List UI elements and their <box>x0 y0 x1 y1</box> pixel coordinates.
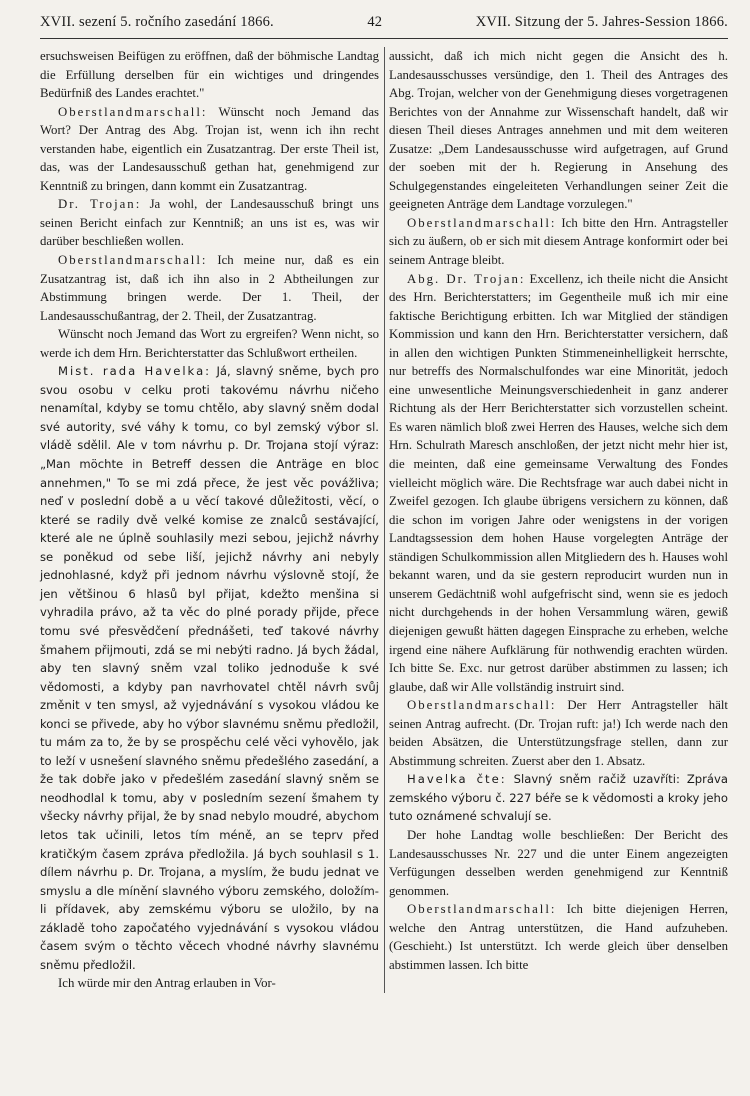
speaker-name: Havelka čte: <box>407 772 507 787</box>
text-paragraph <box>40 974 379 993</box>
page-header <box>40 14 728 39</box>
text-paragraph <box>40 47 379 103</box>
speech-paragraph <box>40 362 379 974</box>
speaker-name: Oberstlandmarschall: <box>58 104 208 119</box>
paragraph-text: Slavný sněm račiž uzavříti: Zpráva zemského výboru č. 227 béře se k vědomosti a kroky jeho tuto oznámené schvalují se. <box>389 772 729 824</box>
speaker-name: Oberstlandmarschall: <box>407 215 557 230</box>
paragraph-text: ersuchsweisen Beifügen zu eröffnen, daß der böhmische Landtag die Erfüllung derselben für ein wichtiges und dringendes Bedürfniß des Landes erachtet." <box>40 49 379 101</box>
speaker-name: Mist. rada Havelka: <box>58 364 212 379</box>
speaker-name: Oberstlandmarschall: <box>58 253 208 268</box>
paragraph-text: aussicht, daß ich mich nicht gegen die Ansicht des h. Landesausschusses versündige, den 1. Theil des Antrages des Abg. Trojan, welcher von der Genehmigung dieses vorgetragenen Berichtes von der Annahme zur Wissenschaft handelt, daß wir diesen Theil dieses Antrages annehmen und mit dem weiteren Zusatze: „Dem Landesausschusse wird aufgetragen, auf Grund der soeben mit der h. Regierung in Ansehung des Schulgegenstandes eingeleiteten Verhandlungen seiner Zeit die geeigneten Anträge dem Landtage vorzulegen." <box>389 49 728 212</box>
speech-paragraph <box>389 214 728 270</box>
paragraph-text: Ja wohl, der Landesausschuß bringt uns seinen Bericht einfach zur Kenntniß; an uns ist es, was wir darüber beschließen wollen. <box>40 197 379 249</box>
speech-paragraph <box>389 900 728 974</box>
right-column <box>389 47 728 993</box>
page-number: 42 <box>367 14 383 30</box>
text-paragraph <box>40 325 379 362</box>
paragraph-text: Ich bitte diejenigen Herren, welche den Antrag unterstützen, die Hand aufzuheben. (Geschieht.) Ist unterstützt. Ich werde gleich über denselben abstimmen lassen. Ich bitte <box>389 902 728 972</box>
speaker-name: Abg. Dr. Trojan: <box>407 271 526 286</box>
paragraph-text: Wünscht noch Jemand das Wort? Der Antrag des Abg. Trojan ist, wenn ich ihn recht verstanden habe, eigentlich ein Zusatzantrag. Der erste Theil ist, das, was der Landesausschuß gethan hat, genehmigend zur Kenntniß zu bringen, dann kommt ein Zusatzantrag. <box>40 104 379 193</box>
speech-paragraph <box>389 696 728 770</box>
paragraph-text: Wünscht noch Jemand das Wort zu ergreifen? Wenn nicht, so werde ich dem Hrn. Berichterstatter das Schlußwort ertheilen. <box>40 327 379 360</box>
paragraph-text: Der Herr Antragsteller hält seinen Antrag aufrecht. (Dr. Trojan ruft: ja!) Ich werde nach den beiden Absätzen, die Unterstützungsfrage stellen, dann zur Abstimmung schreiten. Zuerst aber den 1. Absatz. <box>389 698 728 768</box>
header-right: XVII. Sitzung der 5. Jahres-Session 1866. <box>475 14 728 30</box>
paragraph-text: Ich würde mir den Antrag erlauben in Vor- <box>58 976 276 991</box>
header-left: XVII. sezení 5. ročního zasedání 1866. <box>40 14 274 30</box>
paragraph-text: Ich meine nur, daß es ein Zusatzantrag ist, daß ich ihn also in 2 Abtheilungen zur Abstimmung bringen werde. Der 1. Theil, der Landesausschußantrag, der 2. Theil, der Zusatzantrag. <box>40 253 379 323</box>
speech-paragraph <box>40 195 379 251</box>
speech-paragraph <box>389 270 728 697</box>
left-column <box>40 47 379 993</box>
column-divider <box>384 47 385 993</box>
text-columns <box>40 47 728 993</box>
paragraph-text: Ich bitte den Hrn. Antragsteller sich zu äußern, ob er sich mit diesem Antrage konformirt oder bei seinem Antrage bleibt. <box>389 215 729 268</box>
speaker-name: Dr. Trojan: <box>58 197 142 212</box>
text-paragraph <box>389 826 728 900</box>
paragraph-text: Já, slavný sněme, bych pro svou osobu v celku proti takovému návrhu ničeho nenamítal, kdyby se tomu chtělo, aby slavný sněm dodal své autority, své váhy k tomu, co byl zemský výbor sl. vládě sdělil. Ale v tom návrhu p. Dr. Trojana stojí výraz: „Man möchte in Betreff dessen die Anträge en bloc annehmen," To se mi zdá přece, že jest věc povážliva; neď v poslední době a u věcí takové důležitosti, věcí, o které se radily dvě velké komise ze znalců sestávající, které ale ne úplně souhlasily mezi sebou, jejichž návrhy se poněkud od sebe liší, jejichž návrhy ani nebyly jednohlasné, když při jednom návrhu výslovně stojí, že jen většinou 6 hlasů byl přijat, kdežto menšina si vyhradila právo, až ta věc do plné porady přijde, přece tomu své přesvědčení přednášeti, teď takové návrhy šmahem přijmouti, zdá se mi nebýti radno. Já bych žádal, aby ten slavný sněm vzal toliko jednoduše k své vědomosti, a kdyby pan navrhovatel chtěl návrh svůj změnit v ten smysl, až vyjednávání s vysokou vládou ke konci se přivede, aby ho výbor slavnému sněmu předložil, tu mám za to, že by se prospěchu celé věci vyhovělo, jak to leží v usnešení slavného sněmu předešlého zasedání, a že tak dobře jako v předešlém zasedání slavný sněm se neodhodlal k tomu, aby v posledním sezení šmahem ty všecky návrhy přijal, že by snad nebylo moudré, abychom letos tak učinili, letos tím méně, an se teprv před kratičkým časem zpráva předložila. Já bych souhlasil s 1. dílem návrhu p. Dr. Trojana, a myslím, že budu jednat ve smyslu a dle mínění slavného výboru zemského, doložím-li přídavek, aby zemskému výboru se uložilo, by na základě toho započatého vyjednávání s vysokou vládou časem svým o těchto věcech vhodné návrhy slavnému sněmu předložil. <box>40 364 379 972</box>
speech-paragraph <box>40 251 379 325</box>
text-paragraph <box>389 47 728 214</box>
speaker-name: Oberstlandmarschall: <box>407 902 557 917</box>
speech-paragraph <box>389 770 728 826</box>
paragraph-text: Excellenz, ich theile nicht die Ansicht des Hrn. Berichterstatters; im Gegentheile muß ich mir eine faktische Berichtigung erbitten. Ich war Mitglied der ständigen Kommission und kann den Hrn. Berichterstatter versichern, daß in allen den wichtigen Punkten Stimmeneinhelligkeit herrschte, nur betreffs des Normalschulfondes war eine Minorität, jedoch eine unwesentliche Meinungsverschiedenheit in ganz anderer Richtung als der Herr Berichterstatter sich vorzustellen scheint. Es waren nämlich bloß zwei Herren des Hauses, welche sich dem Hrn. Schulrath Maresch anschloßen, der jetzt nicht mehr hier ist, die meinten, daß eine gemeinsame Verwaltung des Fondes vielleicht möglich wäre. Die Rechtsfrage war auch dabei nicht in Zweifel gezogen. Ich glaube übrigens versichern zu können, daß die schon im vorigen Jahre oder wenigstens in der vorigen Landtagssession dem hohen Hause vorgelegten Anträge der ständigen Schulkommission allen Mitgliedern des h. Hauses wohl bekannt waren, und da sie gestern reproducirt wurden nun in unserem Gedächtniß wohl aufgefrischt sind, wenn sie es jedoch nicht durchgehends in der hohen Versammlung wären, gewiß diejenigen gewußt hätten dagegen Einsprache zu erheben, welche irgend eine nähere Aufklärung für nothwendig erachten würden. Ich bitte Se. Exc. nur getrost darüber abstimmen zu lassen; ich glaube, daß wir Alle vollständig instruirt sind. <box>389 271 728 694</box>
speech-paragraph <box>40 103 379 196</box>
speaker-name: Oberstlandmarschall: <box>407 698 557 713</box>
paragraph-text: Der hohe Landtag wolle beschließen: Der Bericht des Landesausschusses Nr. 227 und die unter Einem angezeigten Verfügungen desselben werden genehmigend zur Kenntniß genommen. <box>389 827 728 898</box>
